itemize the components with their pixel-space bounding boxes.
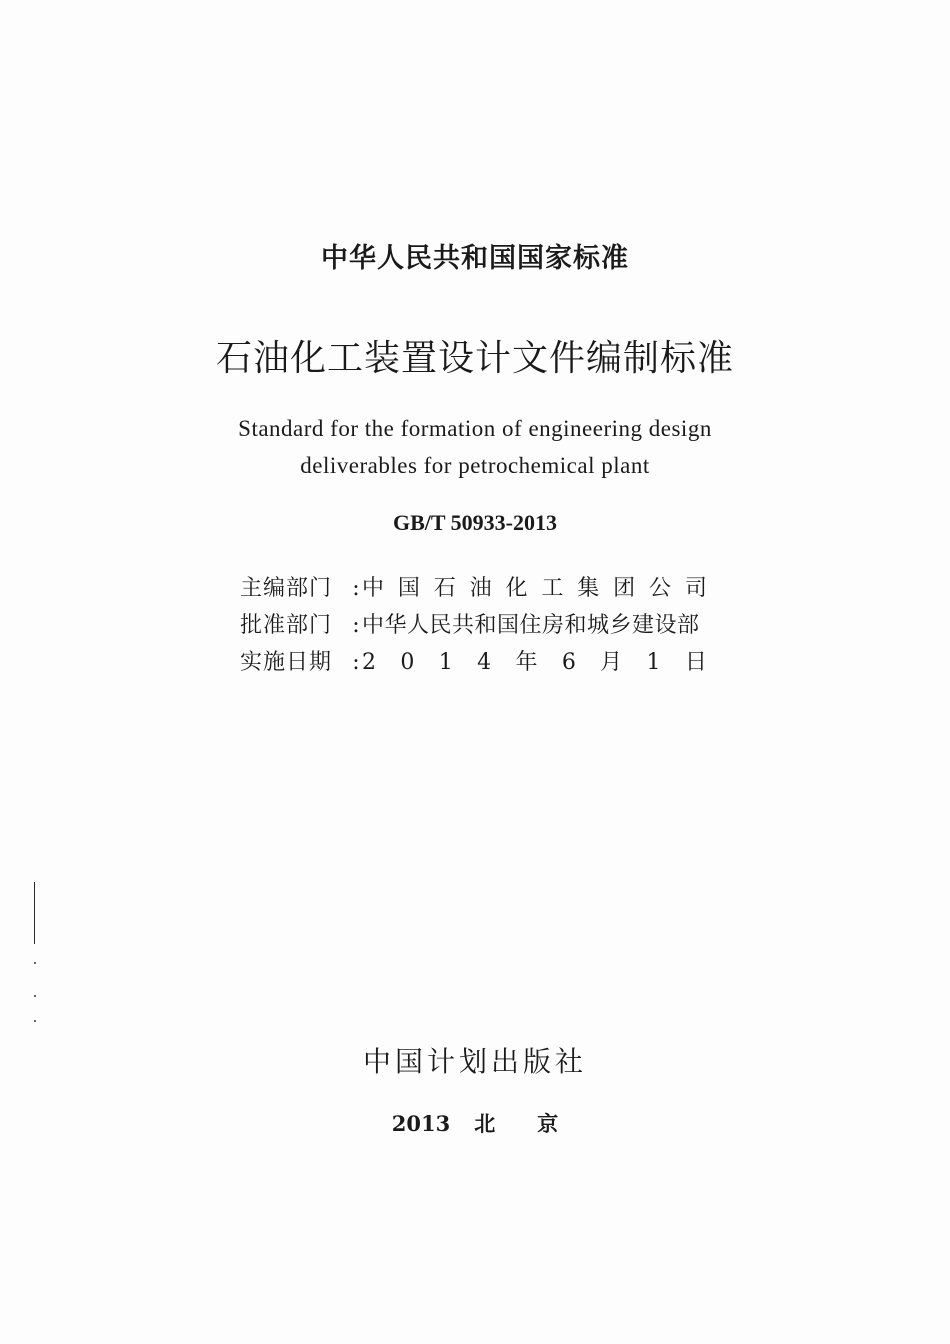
date-colon: : [352,650,360,675]
editor-char: 石 [433,576,456,601]
editor-char: 国 [397,576,420,601]
publication-year: 2013 [391,1111,451,1136]
editor-char: 中 [362,576,385,601]
date-label: 实施日期 [240,650,333,675]
national-standard-heading: 中华人民共和国国家标准 [321,243,629,274]
english-title-line-2: deliverables for petrochemical plant [300,453,650,478]
scan-margin-mark [34,882,35,944]
publisher-name: 中国计划出版社 [362,1045,587,1078]
editor-char: 化 [505,576,528,601]
editor-char: 团 [613,576,636,601]
date-char: 月 [600,650,623,675]
english-title-line-1: Standard for the formation of engineering design [238,416,712,441]
info-block [240,570,720,681]
date-char: 6 [561,650,576,675]
date-row [240,644,720,681]
date-char: 0 [400,650,415,675]
approver-row [240,607,720,644]
date-char: 4 [477,650,492,675]
date-char: 日 [684,650,707,675]
editor-row [240,570,720,607]
date-char: 年 [515,650,538,675]
publication-city-part-2: 京 [537,1111,559,1136]
publication-city-part-1: 北 [474,1111,496,1136]
approver-colon: : [352,613,360,638]
approver-value: 中华人民共和国住房和城乡建设部 [362,613,700,638]
editor-char: 司 [684,576,707,601]
date-char: 1 [646,650,661,675]
editor-value [362,570,707,607]
approver-label: 批准部门 [240,613,333,638]
date-char: 2 [362,650,376,675]
editor-colon: : [352,576,360,601]
scan-margin-dot [34,995,36,997]
editor-char: 公 [649,576,672,601]
scan-margin-dot [34,1020,36,1022]
scan-margin-dot [34,962,36,964]
document-title-chinese: 石油化工装置设计文件编制标准 [215,338,734,379]
standard-code: GB/T 50933-2013 [392,510,557,535]
editor-label: 主编部门 [240,576,333,601]
editor-char: 集 [577,576,600,601]
document-title-english [0,410,950,484]
editor-char: 工 [541,576,564,601]
date-value [362,644,707,681]
date-char: 1 [438,650,453,675]
publication-place-year [0,1108,950,1138]
editor-char: 油 [469,576,492,601]
